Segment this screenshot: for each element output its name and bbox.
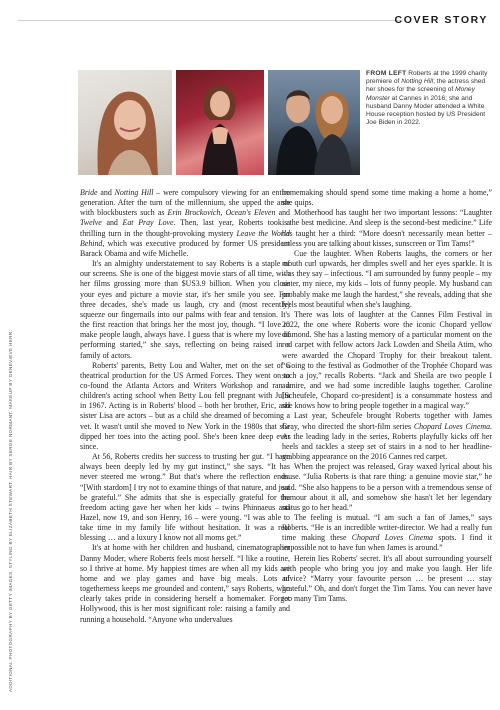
- section-label: COVER STORY: [394, 14, 488, 26]
- photo-caption: [366, 70, 488, 127]
- paragraph: Herein lies Roberts' secret. It's all about surrounding yourself with people who bring you joy and make you laugh. Her life advice? “Marry your favourite person … be present … stay grateful.” Oh, and don't forget the Tim Tams. You can never have too many Tim Tams.: [282, 553, 492, 604]
- italic-title: Ocean's Eleven: [225, 208, 276, 218]
- paragraph: Bride and Notting Hill – were compulsory viewing for an entire generation. After the turn of the millennium, she upped the ante with blockbusters such as Erin Brockovich, Ocean's Eleven and Twelve and Eat Pray Love. Then, last year, Roberts took a thrilling turn in the thought-provoking mystery Leave the World Behind, which was executive produced by former US president Barack Obama and wife Michelle.: [80, 188, 290, 258]
- paragraph: There was lots of laughter at the Cannes Film Festival in 2022, the one where Roberts wore the iconic Chopard yellow diamond. She has a lasting memory of a particular moment on the red carpet with fellow actors Jack Lowden and Sheila Atim, who were awarded the Chopard Trophy for their breakout talent. “Going to the festival as Godmother of the Trophée Chopard was such a joy,” recalls Roberts. “Jack and Sheila are two people I admire, and we had some incredible laughs together. Caroline [Scheufele, Chopard co-president] is a consummate hostess and she knows how to bring people together in a magical way.”: [282, 309, 492, 411]
- caption-lead: FROM LEFT: [366, 70, 407, 77]
- photo-cannes-red-carpet: [176, 70, 264, 175]
- paragraph: At 56, Roberts credits her success to trusting her gut. “I have always been deeply led by my gut instinct,” she says. “It has never steered me wrong.” But that's where the reflection ends. “[With stardom] I try not to examine things of that nature, and just be grateful.” She admits that she is especially grateful for the freedom acting gave her when her kids – twins Phinnaeus and Hazel, now 19, and son Henry, 16 – were young. “I was able to take time in my family life without hesitation. It was a real blessing … and a luxury I know not all moms get.”: [80, 452, 290, 543]
- italic-title: Notting Hill: [401, 78, 434, 86]
- paragraph: It's an almighty understatement to say Roberts is a staple of our screens. She is one of the biggest movie stars of all time, with her films grossing more than $US3.9 billion. When you close your eyes and picture a movie star, it's her smile you see. For three decades, she's made us laugh, cry and (most recently) squeeze our fingernails into our palms with fear and tension. It's the first reaction that brings her the most joy, though. “I love to make people laugh, always have. I guess that is where my love of performing started,” she says, reflecting on being raised in a family of actors.: [80, 259, 290, 360]
- paragraph: Roberts' parents, Betty Lou and Walter, met on the set of a theatrical production for the US Armed Forces. They went on to co-found the Atlanta Actors and Writers Workshop and ran a children's acting school when Betty Lou fell pregnant with Julia in 1967. Acting is in Roberts' blood – both her brother, Eric, and sister Lisa are actors – but as a child she dreamed of becoming a vet. It wasn't until she moved to New York in the 1980s that she dipped her toes into the acting pool. She's been knee deep ever since.: [80, 360, 290, 451]
- caption-text: Roberts at the 1999 charity premiere of Notting Hill; the actress shed her shoes for the screening of Money Monster at Cannes in 2016; she and husband Danny Moder attended a White House reception hosted by US President Joe Biden in 2022.: [366, 70, 488, 127]
- paragraph: When the project was released, Gray waxed lyrical about his muse. “Julia Roberts is that rare thing: a genuine movie star,” he said. “She also happens to be a person with a tremendous sense of humour about it all, and somehow she hasn't let her legendary status go to her head.”: [282, 462, 492, 512]
- italic-title: Twelve: [80, 218, 102, 228]
- paragraph: Motherhood has taught her two important lessons: “Laughter is the best medicine. And sleep is the second-best medicine.” Life has taught her a third: “More doesn't necessarily mean better – unless you are talking about kisses, sunscreen or Tim Tams!”: [282, 208, 492, 248]
- italic-title: Notting Hill: [114, 188, 154, 197]
- italic-title: Chopard Loves Cinema: [351, 533, 433, 543]
- italic-title: Bride: [80, 188, 98, 197]
- page-header: [0, 14, 500, 28]
- italic-title: Money Monster: [366, 86, 475, 102]
- paragraph: Last year, Scheufele brought Roberts together with James Gray, who directed the short-film series Chopard Loves Cinema. As the leading lady in the series, Roberts playfully kicks off her heels and tackles a steep set of stairs in a nod to her headline-grabbing appearance on the 2016 Cannes red carpet.: [282, 411, 493, 462]
- paragraph: It's at home with her children and husband, cinematographer Danny Moder, where Roberts feels most herself. “I like a routine, so I thrive at home. My happiest times are when all my kids are home and we play games and have big meals. Lots of togetherness keeps me grounded and content,” says Roberts, who clearly takes pride in considering herself a homemaker. Forget Hollywood, this is her most significant role: raising a family and running a household. “Anyone who undervalues: [80, 543, 290, 624]
- italic-title: Erin Brockovich: [167, 208, 221, 218]
- article-column-left: [80, 188, 290, 625]
- photo-notting-hill-premiere: [78, 70, 172, 175]
- paragraph: Cue the laughter. When Roberts laughs, the corners or her mouth curl upwards, her dimples swell and her eyes sparkle. It is – as they say – infectious. “I am surrounded by funny people – my sister, my niece, my kids – lots of funny people. My husband can probably make me laugh the hardest,” she reveals, adding that she feels most beautiful when she's laughing.: [282, 248, 492, 309]
- article-column-right: [282, 188, 492, 604]
- italic-title: Leave the World Behind: [80, 228, 290, 248]
- italic-title: Eat Pray Love: [122, 218, 174, 228]
- photo-credit: ADDITIONAL PHOTOGRAPHY BY GETTY IMAGES. STYLING BY ELIZABETH STEWART. HAIR BY SERGE NORMANT. MAKEUP BY GENEVIEVE HERR.: [8, 329, 13, 692]
- header-rule: [18, 20, 403, 21]
- paragraph: homemaking should spend some time making a home a home,” she quips.: [282, 188, 492, 208]
- paragraph: The feeling is mutual. “I am such a fan of James,” says Roberts. “He is an incredible writer-director. We had a really fun time making these Chopard Loves Cinema spots. I find it impossible not to have fun when James is around.”: [282, 513, 493, 553]
- photo-white-house-reception: [268, 70, 360, 175]
- italic-title: Chopard Loves Cinema: [413, 421, 491, 431]
